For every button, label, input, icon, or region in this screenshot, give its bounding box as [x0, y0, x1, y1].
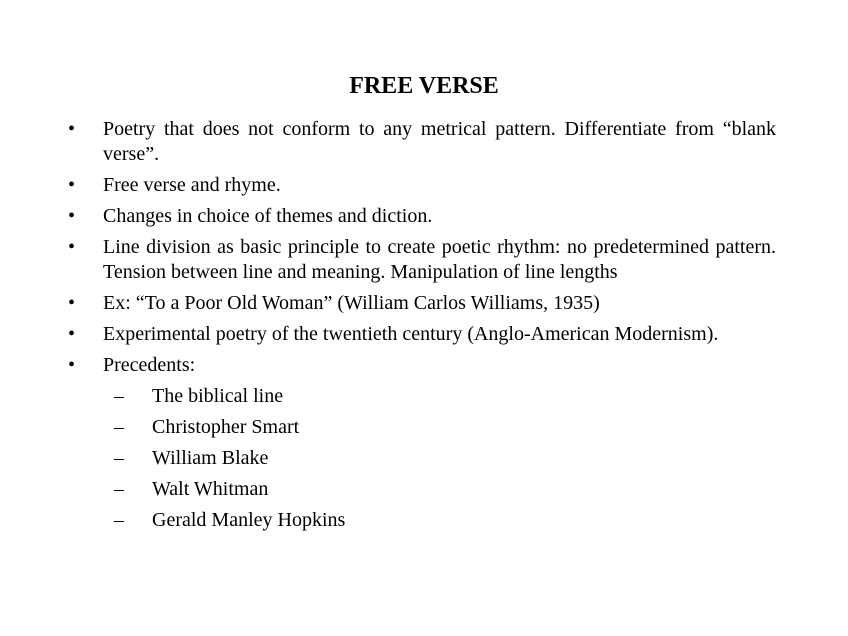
sub-bullet-marker: –	[114, 478, 124, 500]
bullet-marker: •	[68, 236, 76, 258]
bullet-text: Free verse and rhyme.	[103, 174, 281, 196]
bullet-marker: •	[68, 174, 76, 196]
sub-bullet-item	[114, 477, 776, 502]
bullet-item	[66, 204, 776, 229]
bullet-item	[66, 291, 776, 316]
sub-bullet-item	[114, 508, 776, 533]
sub-bullet-item	[114, 415, 776, 440]
sub-bullet-text: William Blake	[152, 447, 269, 469]
sub-bullet-text: The biblical line	[152, 385, 284, 407]
sub-bullet-text: Walt Whitman	[152, 478, 269, 500]
bullet-text: Changes in choice of themes and diction.	[103, 205, 433, 227]
bullet-text: Line division as basic principle to create poetic rhythm: no predetermined pattern. Tension between line and meaning. Manipulation of line lengths	[103, 236, 776, 283]
bullet-marker: •	[68, 205, 76, 227]
bullet-list	[66, 117, 776, 539]
bullet-item-precedents	[66, 353, 776, 533]
sub-bullet-item	[114, 384, 776, 409]
sub-bullet-item	[114, 446, 776, 471]
sub-bullet-text: Christopher Smart	[152, 416, 300, 438]
sub-bullet-marker: –	[114, 447, 124, 469]
bullet-item	[66, 117, 776, 167]
bullet-marker: •	[68, 354, 76, 376]
slide-title: FREE VERSE	[349, 73, 499, 99]
bullet-text: Precedents:	[103, 354, 196, 376]
bullet-text: Poetry that does not conform to any metrical pattern. Differentiate from “blank verse”.	[103, 118, 776, 165]
sub-bullet-marker: –	[114, 385, 124, 407]
bullet-text: Ex: “To a Poor Old Woman” (William Carlos Williams, 1935)	[103, 292, 600, 314]
sub-bullet-marker: –	[114, 416, 124, 438]
sub-bullet-list	[103, 384, 776, 533]
sub-bullet-text: Gerald Manley Hopkins	[152, 509, 346, 531]
bullet-marker: •	[68, 292, 76, 314]
bullet-marker: •	[68, 118, 76, 140]
bullet-text: Experimental poetry of the twentieth century (Anglo-American Modernism).	[103, 323, 719, 345]
sub-bullet-marker: –	[114, 509, 124, 531]
bullet-item	[66, 322, 776, 347]
bullet-item	[66, 173, 776, 198]
bullet-marker: •	[68, 323, 76, 345]
bullet-item	[66, 235, 776, 285]
